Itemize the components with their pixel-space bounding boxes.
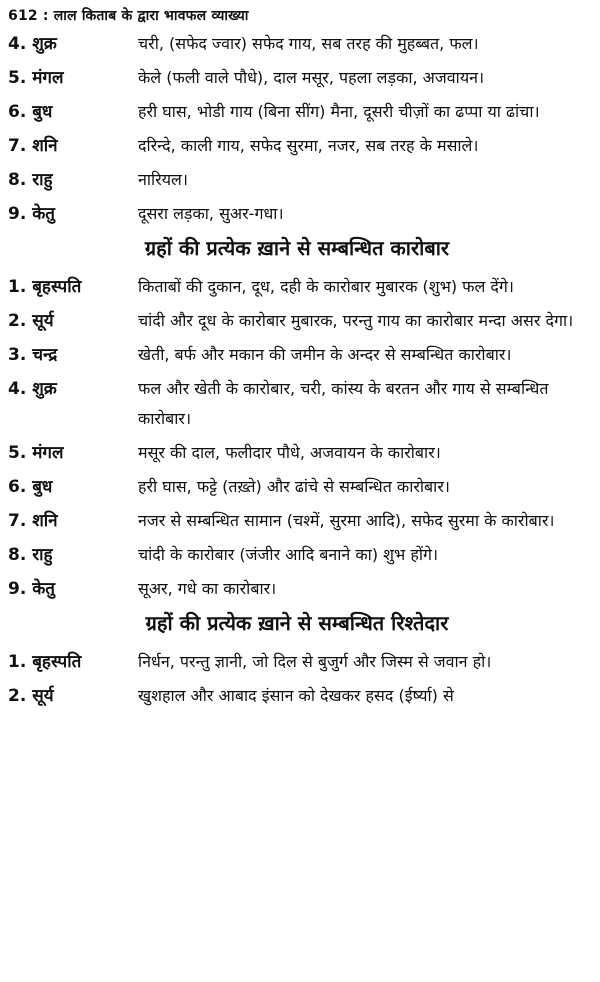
- list-item: [8, 29, 586, 59]
- item-text: केले (फली वाले पौधे), दाल मसूर, पहला लड़का, अजवायन।: [138, 68, 485, 87]
- section-heading: ग्रहों की प्रत्येक ख़ाने से सम्बन्धित कारोबार: [144, 236, 450, 260]
- item-label: 7. शनि: [8, 511, 58, 531]
- item-label: 1. बृहस्पति: [8, 277, 82, 297]
- item-label: 8. राहु: [8, 170, 53, 190]
- list-item: [8, 131, 586, 161]
- item-label: 1. बृहस्पति: [8, 652, 82, 672]
- item-label: 2. सूर्य: [8, 686, 54, 706]
- list-item: [8, 165, 586, 195]
- list-item: [8, 647, 586, 677]
- list-item: [8, 306, 586, 336]
- item-text: दरिन्दे, काली गाय, सफेद सुरमा, नजर, सब तरह के मसाले।: [138, 136, 479, 155]
- item-text: मसूर की दाल, फलीदार पौधे, अजवायन के कारोबार।: [138, 443, 441, 462]
- list-item: [8, 63, 586, 93]
- item-text: चांदी के कारोबार (जंजीर आदि बनाने का) शुभ होंगे।: [138, 545, 439, 564]
- item-text: चांदी और दूध के कारोबार मुबारक, परन्तु गाय का कारोबार मन्दा असर देगा।: [138, 311, 574, 330]
- page-content: [8, 29, 586, 711]
- list-item: [8, 199, 586, 229]
- item-text: फल और खेती के कारोबार, चरी, कांस्य के बरतन और गाय से सम्बन्धित कारोबार।: [138, 379, 549, 428]
- item-label: 3. चन्द्र: [8, 345, 58, 365]
- page-header: 612 : लाल किताब के द्वारा भावफल व्याख्या: [8, 8, 249, 24]
- item-text: खेती, बर्फ और मकान की जमीन के अन्दर से सम्बन्धित कारोबार।: [138, 345, 512, 364]
- item-text: किताबों की दुकान, दूध, दही के कारोबार मुबारक (शुभ) फल देंगे।: [138, 277, 514, 296]
- item-label: 4. शुक्र: [8, 379, 57, 399]
- list-item: [8, 374, 586, 434]
- section-2: [8, 610, 586, 711]
- item-text: नारियल।: [138, 170, 188, 189]
- item-text: नजर से सम्बन्धित सामान (चश्में, सुरमा आदि), सफेद सुरमा के कारोबार।: [138, 511, 555, 530]
- item-label: 4. शुक्र: [8, 34, 57, 54]
- item-text: चरी, (सफेद ज्वार) सफेद गाय, सब तरह की मुहब्बत, फल।: [138, 34, 479, 53]
- item-label: 9. केतु: [8, 579, 55, 599]
- section-0: [8, 29, 586, 229]
- item-label: 8. राहु: [8, 545, 53, 565]
- item-text: निर्धन, परन्तु ज्ञानी, जो दिल से बुजुर्ग और जिस्म से जवान हो।: [138, 652, 492, 671]
- list-item: [8, 506, 586, 536]
- list-item: [8, 540, 586, 570]
- item-label: 5. मंगल: [8, 68, 64, 88]
- list-item: [8, 472, 586, 502]
- item-label: 6. बुध: [8, 477, 53, 497]
- list-item: [8, 272, 586, 302]
- section-1: [8, 235, 586, 604]
- list-item: [8, 340, 586, 370]
- item-label: 2. सूर्य: [8, 311, 54, 331]
- item-label: 7. शनि: [8, 136, 58, 156]
- item-text: हरी घास, भोडी गाय (बिना सींग) मैना, दूसरी चीज़ों का ढप्पा या ढांचा।: [138, 102, 540, 121]
- item-text: सूअर, गधे का कारोबार।: [138, 579, 277, 598]
- list-item: [8, 438, 586, 468]
- list-item: [8, 97, 586, 127]
- section-heading: ग्रहों की प्रत्येक ख़ाने से सम्बन्धित रिश्तेदार: [145, 611, 449, 635]
- item-text: खुशहाल और आबाद इंसान को देखकर हसद (ईर्ष्या) से: [138, 686, 454, 705]
- list-item: [8, 681, 586, 711]
- item-text: दूसरा लड़का, सुअर-गधा।: [138, 204, 284, 223]
- list-item: [8, 574, 586, 604]
- item-label: 9. केतु: [8, 204, 55, 224]
- item-text: हरी घास, फट्टे (तख़्ते) और ढांचे से सम्बन्धित कारोबार।: [138, 477, 450, 496]
- item-label: 6. बुध: [8, 102, 53, 122]
- item-label: 5. मंगल: [8, 443, 64, 463]
